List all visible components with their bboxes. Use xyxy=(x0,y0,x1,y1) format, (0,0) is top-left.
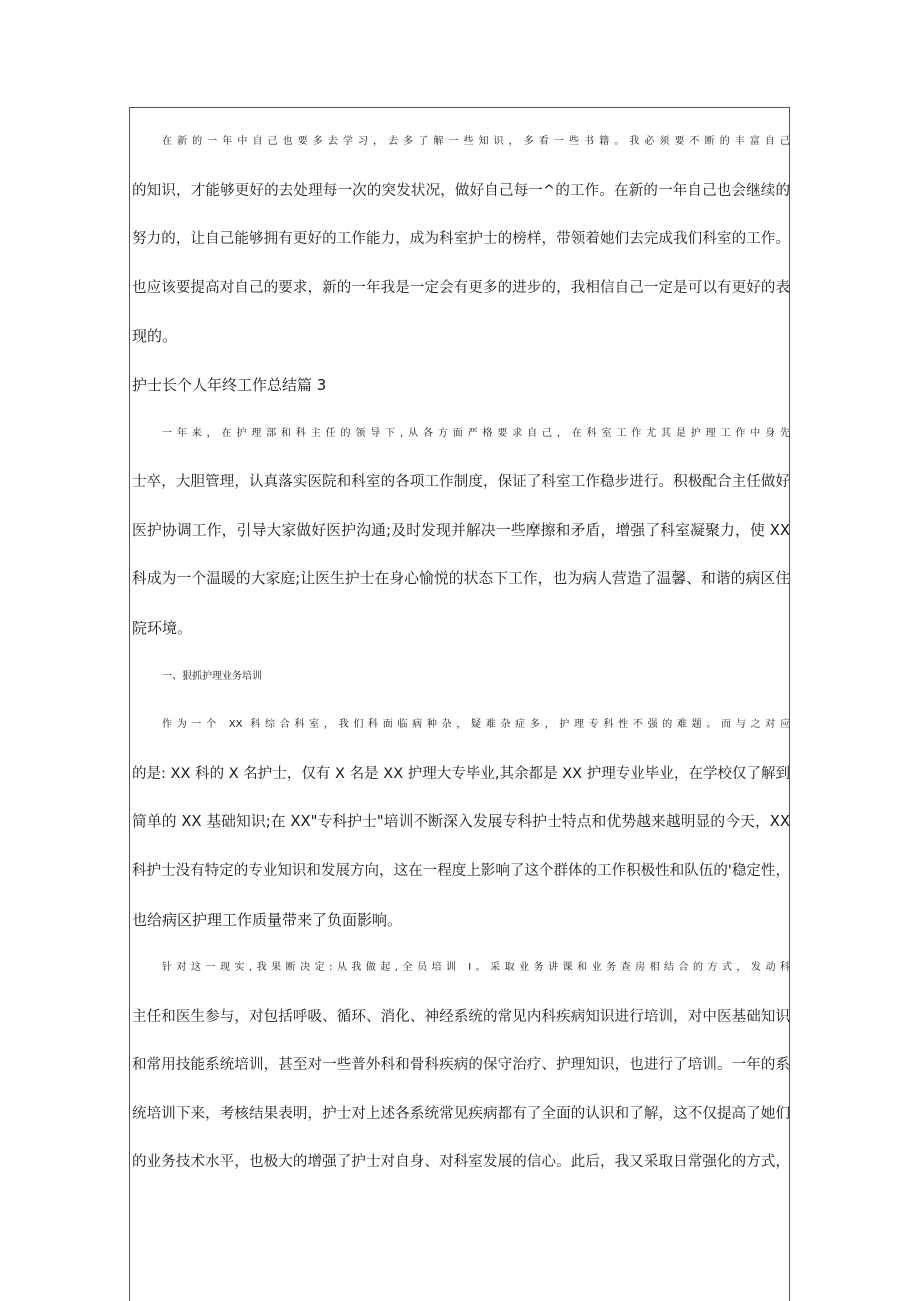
paragraph-line: 也应该要提高对自己的要求，新的一年我是一定会有更多的进步的，我相信自己一定是可以有更好的表 xyxy=(132,279,790,296)
paragraph-line: 的知识，才能够更好的去处理每一次的突发状况，做好自己每一^的工作。在新的一年自己也会继续的 xyxy=(132,182,790,199)
paragraph-line: 院环境。 xyxy=(132,618,193,637)
paragraph-2 xyxy=(132,410,790,653)
paragraph-line: 的是: XX 科的 X 名护士，仅有 X 名是 XX 护理大专毕业,其余都是 XX 护理专业毕业，在学校仅了解到 xyxy=(132,765,790,782)
paragraph-line: 和常用技能系统培训，甚至对一些普外科和骨科疾病的保守治疗、护理知识，也进行了培训。一年的系 xyxy=(132,1057,790,1074)
section-heading: 护士长个人年终工作总结篇 3 xyxy=(132,375,327,394)
paragraph-line: 医护协调工作，引导大家做好医护沟通;及时发现并解决一些摩擦和矛盾，增强了科室凝聚力，使 XX xyxy=(132,521,790,539)
paragraph-line: 科护士没有特定的专业知识和发展方向，这在一程度上影响了这个群体的工作积极性和队伍的'稳定性， xyxy=(132,862,790,879)
paragraph-4 xyxy=(132,944,790,1187)
paragraph-line: 也给病区护理工作质量带来了负面影响。 xyxy=(132,910,403,929)
document-body xyxy=(132,118,790,1187)
paragraph-line: 统培训下来，考核结果表明，护士对上述各系统常见疾病都有了全面的认识和了解，这不仅提高了她们 xyxy=(132,1105,790,1122)
paragraph-line: 主任和医生参与，对包括呼吸、循环、消化、神经系统的常见内科疾病知识进行培训，对中医基础知识 xyxy=(132,1008,790,1025)
paragraph-3 xyxy=(132,701,790,944)
paragraph-line: 的业务技术水平，也极大的增强了护士对自身、对科室发展的信心。此后，我又采取日常强化的方式， xyxy=(132,1154,790,1171)
paragraph-line: 简单的 XX 基础知识;在 XX"专科护士"培训不断深入发展专科护士特点和优势越来越明显的今天，XX xyxy=(132,813,790,831)
paragraph-1 xyxy=(132,118,790,361)
paragraph-line: 士卒，大胆管理，认真落实医院和科室的各项工作制度，保证了科室工作稳步进行。积极配合主任做好 xyxy=(132,474,790,491)
subsection-heading: 一、狠抓护理业务培训 xyxy=(162,670,262,682)
paragraph-line: 作为一个 XX 科综合科室，我们科面临病种杂，疑难杂症多，护理专科性不强的难题。而与之对应 xyxy=(162,719,790,731)
paragraph-line: 在新的一年中自己也要多去学习，去多了解一些知识，多看一些书籍。我必须要不断的丰富自己 xyxy=(162,136,790,147)
paragraph-line: 科成为一个温暖的大家庭;让医生护士在身心愉悦的状态下工作，也为病人营造了温馨、和谐的病区住 xyxy=(132,570,790,588)
paragraph-line: 努力的，让自己能够拥有更好的工作能力，成为科室护士的榜样，带领着她们去完成我们科室的工作。 xyxy=(132,231,790,248)
paragraph-line: 现的。 xyxy=(132,327,178,346)
paragraph-line: 一年来，在护理部和科主任的领导下,从各方面严格要求自己，在科室工作尤其是护理工作中身先 xyxy=(162,427,790,439)
paragraph-line: 针对这一现实,我果断决定:从我做起,全员培训 I。采取业务讲课和业务查房相结合的方式，发动科 xyxy=(162,962,790,974)
